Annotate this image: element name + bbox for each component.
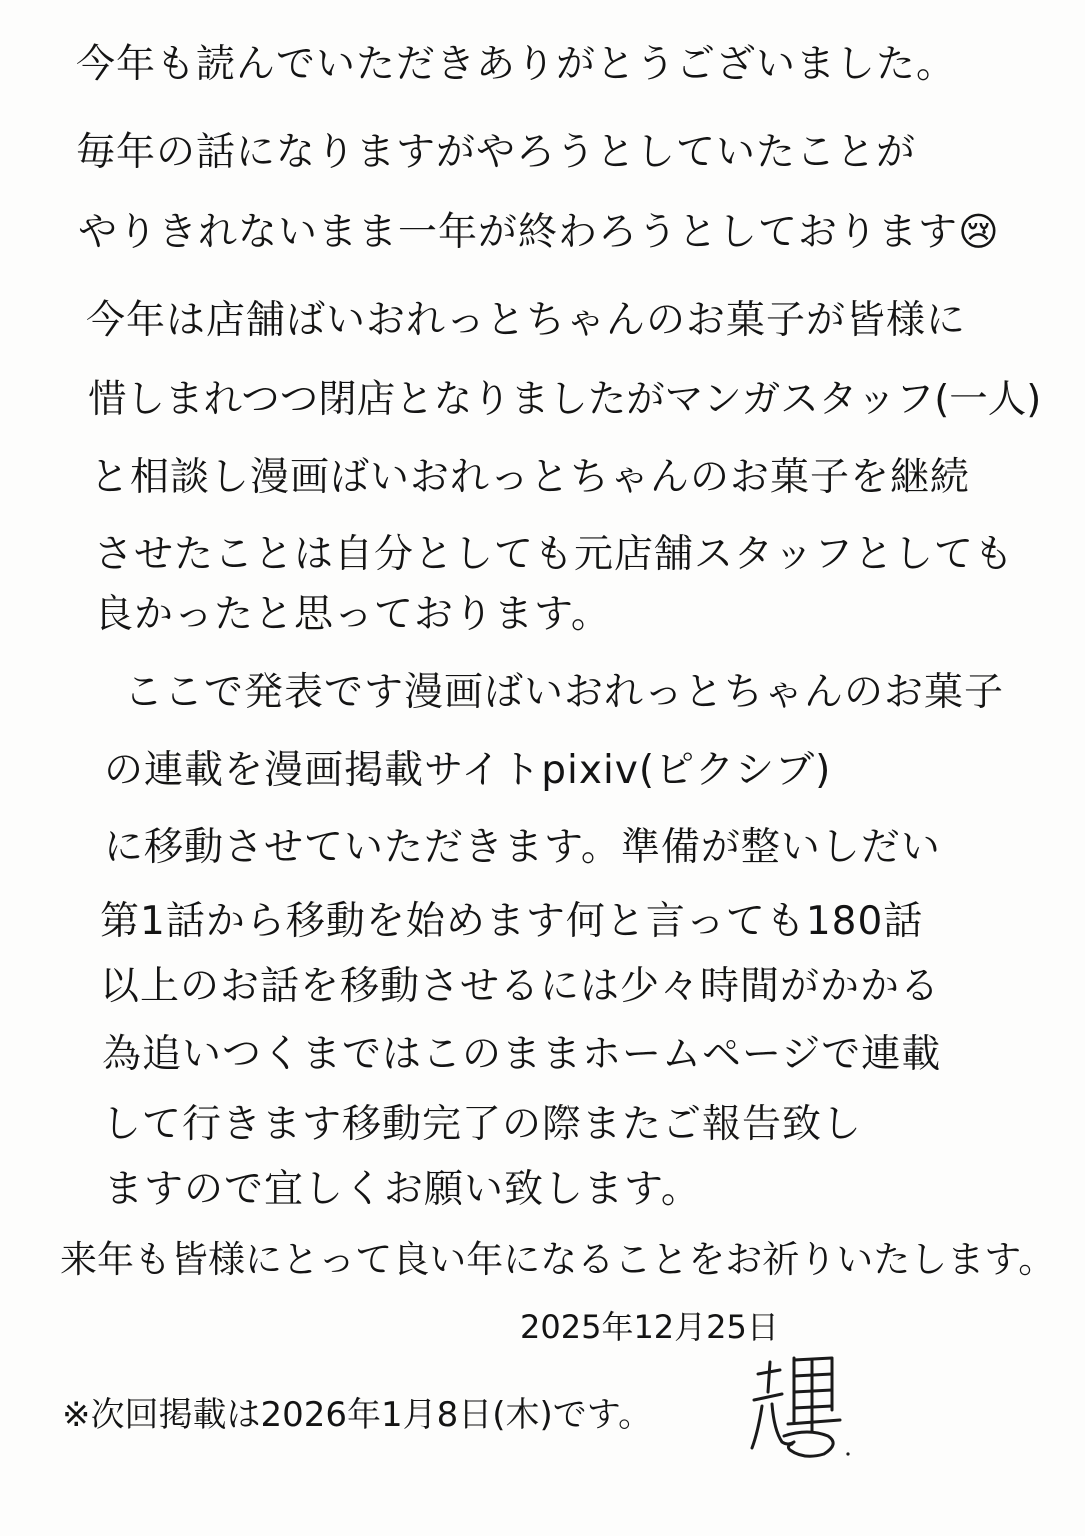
letter-line: 今年は店舗ばいおれっとちゃんのお菓子が皆様に	[86, 298, 967, 343]
letter-date: 2025年12月25日	[520, 1308, 779, 1346]
handwritten-signature	[748, 1352, 858, 1462]
letter-line: 惜しまれつつ閉店となりましたがマンガスタッフ(一人)	[88, 377, 1042, 422]
letter-line: して行きます移動完了の際またご報告致し	[102, 1102, 863, 1147]
letter-line: と相談し漫画ばいおれっとちゃんのお菓子を継続	[90, 455, 971, 500]
letter-line: 以上のお話を移動させるには少々時間がかかる	[100, 964, 941, 1009]
next-release-note: ※次回掲載は2026年1月8日(木)です。	[62, 1395, 653, 1435]
letter-line: 為追いつくまではこのままホームページで連載	[102, 1032, 942, 1077]
letter-line: 来年も皆様にとって良い年になることをお祈りいたします。	[60, 1238, 1056, 1281]
letter-line: やりきれないまま一年が終わろうとしております😢	[78, 210, 1000, 255]
letter-line: 第1話から移動を始めます何と言っても180話	[100, 899, 924, 944]
letter-line: 良かったと思っております。	[94, 592, 611, 637]
letter-line: させたことは自分としても元店舗スタッフとしても	[94, 532, 1015, 577]
letter-line: に移動させていただきます。準備が整いしだい	[104, 825, 941, 870]
letter-line: ますので宜しくお願い致します。	[104, 1167, 701, 1212]
letter-line: の連載を漫画掲載サイトpixiv(ピクシブ)	[104, 748, 832, 793]
letter-line: 今年も読んでいただきありがとうございました。	[76, 42, 957, 87]
letter-line: ここで発表です漫画ばいおれっとちゃんのお菓子	[124, 670, 1005, 715]
letter-line: 毎年の話になりますがやろうとしていたことが	[76, 130, 917, 175]
